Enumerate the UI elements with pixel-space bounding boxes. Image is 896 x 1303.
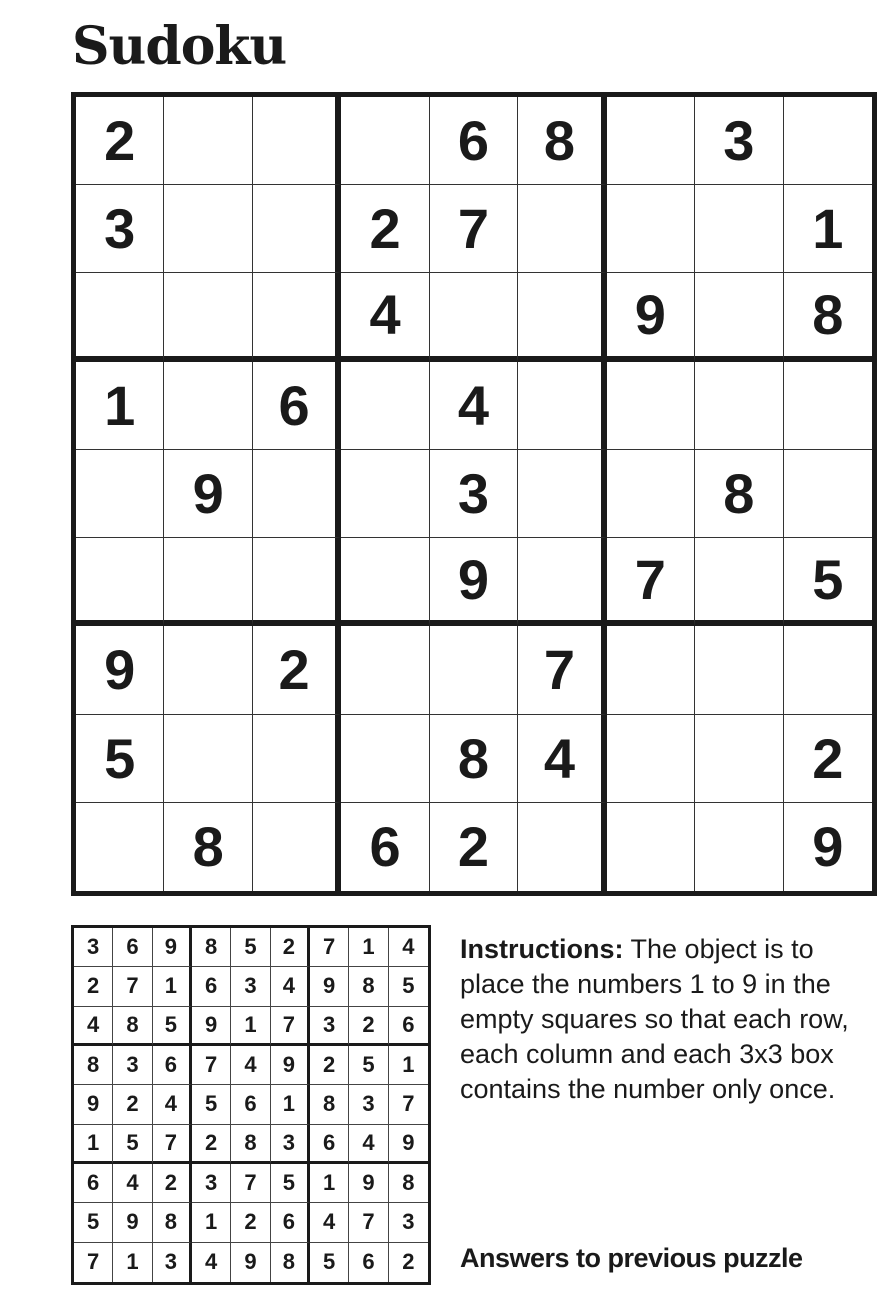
sudoku-cell[interactable] [607,715,695,803]
answer-cell: 8 [349,967,388,1006]
answer-cell: 8 [192,928,231,967]
sudoku-cell[interactable] [518,450,606,538]
sudoku-cell[interactable] [430,273,518,361]
sudoku-cell: 8 [784,273,872,361]
answer-cell: 4 [231,1046,270,1085]
sudoku-cell: 4 [341,273,429,361]
sudoku-cell[interactable] [253,273,341,361]
answer-cell: 9 [271,1046,310,1085]
answer-cell: 2 [402,1249,415,1275]
sudoku-cell[interactable] [695,273,783,361]
sudoku-cell: 1 [76,362,164,450]
answer-cell: 9 [192,1007,231,1046]
sudoku-cell[interactable] [607,626,695,714]
answer-cell: 2 [113,1085,152,1124]
instructions-label: Instructions: [460,934,624,964]
answer-cell: 3 [192,1164,231,1203]
answer-cell: 3 [310,1007,349,1046]
answer-cell: 6 [231,1085,270,1124]
answer-cell: 7 [389,1085,428,1124]
sudoku-cell: 9 [812,815,844,879]
sudoku-cell[interactable] [518,538,606,626]
sudoku-cell[interactable] [341,362,429,450]
sudoku-cell[interactable] [341,626,429,714]
answer-cell: 2 [310,1046,349,1085]
answer-cell: 1 [231,1007,270,1046]
answer-cell: 3 [389,1203,428,1242]
sudoku-cell: 7 [430,185,518,273]
sudoku-cell[interactable] [253,185,341,273]
sudoku-cell[interactable] [607,185,695,273]
answer-cell: 8 [74,1046,113,1085]
sudoku-cell[interactable] [695,362,783,450]
sudoku-cell[interactable] [784,97,872,185]
sudoku-cell[interactable] [253,803,341,891]
answer-cell: 3 [113,1046,152,1085]
sudoku-cell: 4 [430,362,518,450]
answer-grid [71,925,431,1285]
answer-cell: 5 [231,928,270,967]
answer-cell: 5 [310,1243,349,1282]
answer-cell: 9 [113,1203,152,1242]
sudoku-cell: 8 [430,715,518,803]
answer-cell: 4 [310,1203,349,1242]
sudoku-cell: 6 [430,97,518,185]
sudoku-cell[interactable] [76,538,164,626]
answer-cell: 1 [113,1243,152,1282]
sudoku-cell[interactable] [784,626,872,714]
answer-cell: 6 [113,928,152,967]
sudoku-cell: 9 [430,538,518,626]
sudoku-cell: 2 [430,803,518,891]
answer-cell: 7 [231,1164,270,1203]
sudoku-cell: 1 [784,185,872,273]
sudoku-cell[interactable] [695,185,783,273]
sudoku-cell[interactable] [341,97,429,185]
answer-cell: 3 [153,1243,192,1282]
answer-cell: 6 [192,967,231,1006]
answer-cell: 1 [192,1203,231,1242]
sudoku-cell[interactable] [341,450,429,538]
answer-cell: 9 [153,928,192,967]
answer-cell: 3 [74,928,113,967]
answer-cell: 9 [74,1085,113,1124]
answer-cell: 5 [389,967,428,1006]
answer-cell: 9 [310,967,349,1006]
sudoku-cell[interactable] [607,362,695,450]
sudoku-cell[interactable] [253,450,341,538]
sudoku-cell[interactable] [164,273,252,361]
sudoku-cell[interactable] [164,97,252,185]
answer-cell: 5 [192,1085,231,1124]
sudoku-cell[interactable] [430,626,518,714]
answer-cell: 3 [271,1125,310,1164]
answer-cell: 8 [310,1085,349,1124]
answer-cell: 8 [271,1243,310,1282]
answer-cell: 5 [349,1046,388,1085]
sudoku-cell: 9 [164,450,252,538]
sudoku-cell: 7 [607,538,695,626]
answer-cell: 6 [74,1164,113,1203]
answer-cell: 9 [389,1125,428,1164]
answer-cell: 3 [349,1085,388,1124]
answer-cell: 8 [389,1164,428,1203]
sudoku-cell[interactable] [607,97,695,185]
sudoku-cell: 9 [76,626,164,714]
answer-cell: 6 [271,1203,310,1242]
sudoku-cell[interactable] [695,803,783,891]
sudoku-cell: 7 [518,626,606,714]
sudoku-cell: 8 [164,803,252,891]
answer-cell: 7 [310,928,349,967]
sudoku-cell: 2 [253,626,341,714]
sudoku-cell[interactable] [784,362,872,450]
sudoku-cell[interactable] [695,626,783,714]
sudoku-cell: 5 [784,538,872,626]
answer-cell: 4 [192,1243,231,1282]
sudoku-cell[interactable] [253,715,341,803]
sudoku-cell[interactable] [607,450,695,538]
sudoku-cell[interactable] [518,803,606,891]
sudoku-cell[interactable] [164,185,252,273]
answer-cell: 5 [113,1125,152,1164]
instructions [460,932,860,1107]
sudoku-cell: 3 [695,97,783,185]
answer-cell: 3 [231,967,270,1006]
sudoku-cell[interactable] [695,715,783,803]
answer-cell: 1 [271,1085,310,1124]
answer-cell: 6 [310,1125,349,1164]
answer-cell: 6 [153,1046,192,1085]
answer-cell: 6 [389,1007,428,1046]
answer-cell: 5 [153,1007,192,1046]
sudoku-cell[interactable] [253,97,341,185]
answer-cell: 7 [153,1125,192,1164]
sudoku-cell[interactable] [76,450,164,538]
answer-cell: 9 [231,1243,270,1282]
sudoku-cell[interactable] [518,362,606,450]
sudoku-cell[interactable] [76,803,164,891]
sudoku-cell[interactable] [518,185,606,273]
sudoku-cell[interactable] [341,715,429,803]
sudoku-cell[interactable] [518,273,606,361]
answer-cell: 4 [74,1007,113,1046]
sudoku-grid [71,92,877,896]
sudoku-cell[interactable] [695,538,783,626]
answer-cell: 8 [113,1007,152,1046]
sudoku-cell: 3 [76,185,164,273]
answer-cell: 7 [349,1203,388,1242]
page-title: Sudoku [72,16,287,77]
sudoku-cell: 5 [76,715,164,803]
answer-cell: 9 [349,1164,388,1203]
answer-cell: 4 [349,1125,388,1164]
sudoku-cell[interactable] [164,715,252,803]
answer-cell: 2 [349,1007,388,1046]
sudoku-cell[interactable] [607,803,695,891]
answer-cell: 4 [389,928,428,967]
instructions-text: The object is to place the numbers 1 to 9 in the empty squares so that each row, each column and each 3x3 box contains the number only once. [460,934,849,1104]
answer-cell: 1 [310,1164,349,1203]
sudoku-cell[interactable] [164,626,252,714]
sudoku-cell: 6 [341,803,429,891]
answer-cell: 1 [153,967,192,1006]
answer-cell: 1 [349,928,388,967]
answer-cell: 4 [153,1085,192,1124]
sudoku-cell[interactable] [164,362,252,450]
sudoku-cell[interactable] [76,273,164,361]
answer-cell: 8 [231,1125,270,1164]
sudoku-cell[interactable] [253,538,341,626]
answer-cell: 7 [74,1243,113,1282]
answer-cell: 2 [271,928,310,967]
sudoku-cell[interactable] [341,538,429,626]
answer-cell: 7 [192,1046,231,1085]
sudoku-cell: 2 [341,185,429,273]
answer-cell: 5 [271,1164,310,1203]
answer-cell: 1 [389,1046,428,1085]
sudoku-cell: 9 [607,273,695,361]
answer-cell: 7 [113,967,152,1006]
sudoku-cell[interactable] [164,538,252,626]
answer-cell: 1 [74,1125,113,1164]
sudoku-cell: 8 [695,450,783,538]
sudoku-cell[interactable] [784,450,872,538]
answers-caption: Answers to previous puzzle [460,1243,803,1273]
sudoku-cell: 6 [253,362,341,450]
answer-cell: 5 [74,1203,113,1242]
answer-cell: 4 [113,1164,152,1203]
answer-cell: 2 [153,1164,192,1203]
answer-cell: 2 [192,1125,231,1164]
sudoku-cell: 4 [518,715,606,803]
sudoku-cell: 2 [76,97,164,185]
answer-cell: 7 [271,1007,310,1046]
sudoku-cell: 2 [784,715,872,803]
sudoku-cell: 3 [430,450,518,538]
answer-cell: 4 [271,967,310,1006]
sudoku-cell: 8 [518,97,606,185]
answer-cell: 2 [231,1203,270,1242]
answer-cell: 8 [153,1203,192,1242]
answer-cell: 6 [349,1243,388,1282]
answer-cell: 2 [74,967,113,1006]
